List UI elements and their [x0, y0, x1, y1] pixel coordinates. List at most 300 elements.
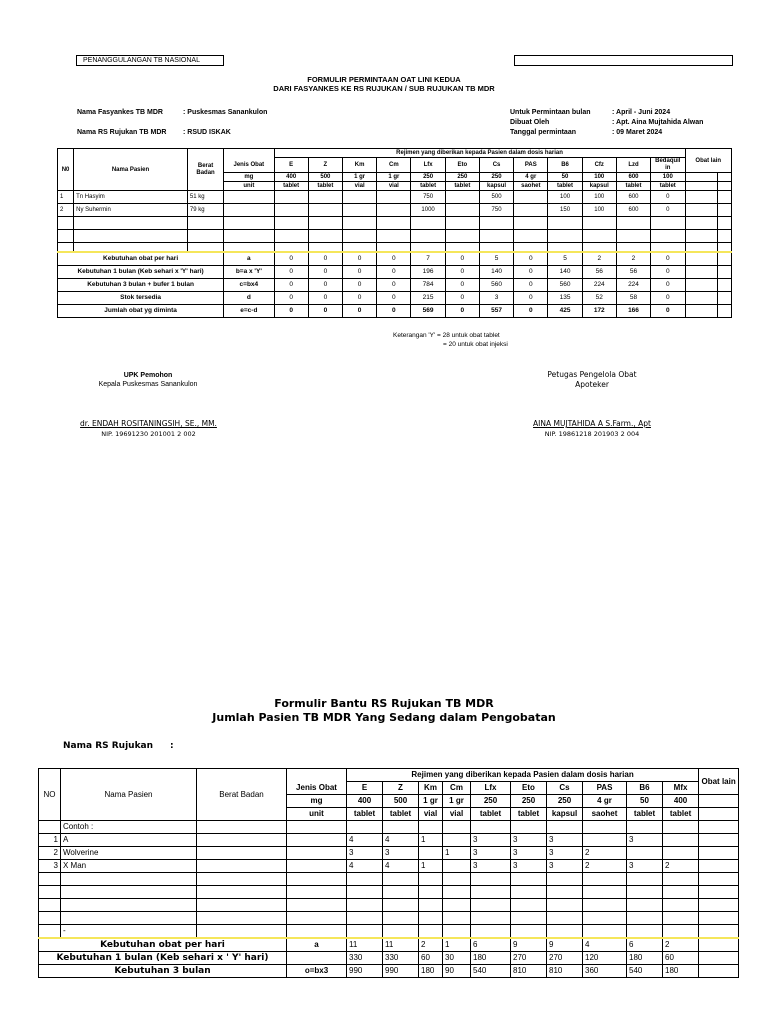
dose-cell: 500: [479, 191, 513, 204]
dose2-cell: 3: [547, 834, 583, 847]
empty-cell: [383, 821, 419, 834]
summary2-value: 4: [583, 938, 627, 952]
summary-value: 0: [445, 266, 479, 279]
empty-cell: [61, 899, 197, 912]
empty-cell: [699, 821, 739, 834]
empty-cell: [287, 821, 347, 834]
empty-cell: [511, 912, 547, 925]
obat-lain-cell: [699, 965, 739, 978]
empty-cell: [411, 243, 445, 253]
empty-cell: [377, 217, 411, 230]
rs-rujukan-colon: :: [170, 741, 174, 751]
form-title-1: FORMULIR PERMINTAAN OAT LINI KEDUA: [307, 75, 461, 84]
dose-cell: [343, 204, 377, 217]
empty-cell: [627, 886, 663, 899]
empty-cell: [547, 899, 583, 912]
dose-cell: 0: [651, 191, 685, 204]
summary2-value: 330: [383, 952, 419, 965]
drug2-unit: kapsul: [547, 808, 583, 821]
summary2-value: 540: [471, 965, 511, 978]
summary-value: 52: [582, 292, 616, 305]
patient2-jenis: [287, 834, 347, 847]
patient-jenis: [224, 191, 274, 204]
summary-value: 0: [308, 252, 342, 266]
summary-value: 0: [343, 279, 377, 292]
empty-cell: [419, 886, 443, 899]
patient2-name: Wolverine: [61, 847, 197, 860]
drug2-header: E: [347, 782, 383, 795]
dose-cell: [377, 191, 411, 204]
empty-cell: [383, 912, 419, 925]
empty-cell: [685, 243, 717, 253]
drug2-dose: 400: [347, 795, 383, 808]
summary2-value: 810: [547, 965, 583, 978]
summary-value: 0: [651, 266, 685, 279]
empty-cell: [699, 925, 739, 939]
summary-value: 224: [582, 279, 616, 292]
drug2-unit: saohet: [583, 808, 627, 821]
summary-value: 5: [479, 252, 513, 266]
empty-cell: [651, 217, 685, 230]
table-row: [39, 912, 739, 925]
empty-cell: [663, 886, 699, 899]
empty-cell: [699, 912, 739, 925]
summary-value: 0: [377, 305, 411, 318]
empty-cell: [582, 243, 616, 253]
empty-cell: [616, 243, 650, 253]
drug-unit: tablet: [445, 182, 479, 191]
dose-cell: 600: [616, 204, 650, 217]
patient-jenis: [224, 204, 274, 217]
info-bulan-label: Untuk Permintaan bulan: [510, 109, 591, 116]
empty-cell: [61, 912, 197, 925]
summary-code: d: [224, 292, 274, 305]
summary-row: [39, 952, 739, 965]
empty-cell: [287, 899, 347, 912]
empty-cell: [347, 886, 383, 899]
col-jenis-header: Jenis Obat: [224, 158, 274, 173]
empty-cell: [582, 230, 616, 243]
patient2-name: A: [61, 834, 197, 847]
empty-cell: [547, 886, 583, 899]
patient-no: 1: [58, 191, 74, 204]
patient-name: Ny Suhermin: [74, 204, 188, 217]
dose-cell: [445, 191, 479, 204]
empty-cell: [274, 217, 308, 230]
col-no-header: N0: [58, 149, 74, 191]
empty-cell: [445, 243, 479, 253]
empty-cell: [616, 230, 650, 243]
obat-lain-cell: [685, 173, 717, 182]
summary2-code: o=bx3: [287, 965, 347, 978]
summary-value: 0: [308, 279, 342, 292]
summary-value: 0: [445, 252, 479, 266]
empty-cell: [445, 230, 479, 243]
dose-cell: 100: [582, 191, 616, 204]
empty-cell: [511, 925, 547, 939]
summary-value: 0: [445, 292, 479, 305]
dose2-cell: [663, 834, 699, 847]
dose2-cell: 3: [383, 847, 419, 860]
drug-header: Eto: [445, 158, 479, 173]
drug-unit: kapsul: [479, 182, 513, 191]
obat-lain-cell: [717, 266, 731, 279]
drug2-header: Z: [383, 782, 419, 795]
table-row: [39, 899, 739, 912]
empty-cell: [308, 217, 342, 230]
summary-value: 224: [616, 279, 650, 292]
info-bulan-value: : April - Juni 2024: [612, 109, 671, 116]
patient2-name: X Man: [61, 860, 197, 873]
sig-right-name: AINA MUJTAHIDA A S.Farm., Apt: [533, 419, 651, 428]
summary-value: 0: [377, 292, 411, 305]
summary-row: [58, 305, 732, 318]
drug2-dose: 400: [663, 795, 699, 808]
drug2-header: PAS: [583, 782, 627, 795]
drug-header: B6: [548, 158, 582, 173]
summary-value: 172: [582, 305, 616, 318]
summary-value: 0: [514, 266, 548, 279]
summary2-value: 180: [627, 952, 663, 965]
empty-cell: [445, 217, 479, 230]
patient2-no: 1: [39, 834, 61, 847]
summary-value: 135: [548, 292, 582, 305]
summary-code: c=bx4: [224, 279, 274, 292]
table-row: [39, 821, 739, 834]
summary2-value: 990: [383, 965, 419, 978]
empty-cell: [343, 243, 377, 253]
obat-lain-cell: [685, 279, 717, 292]
empty-cell: [308, 243, 342, 253]
summary2-value: 990: [347, 965, 383, 978]
summary2-value: 180: [663, 965, 699, 978]
dose2-cell: [627, 847, 663, 860]
drug2-unit: tablet: [383, 808, 419, 821]
dose2-cell: [443, 834, 471, 847]
drug2-dose: 50: [627, 795, 663, 808]
drug2-header: Cm: [443, 782, 471, 795]
dose-cell: 100: [548, 191, 582, 204]
obat-lain-cell: [699, 847, 739, 860]
form-title-2: DARI FASYANKES KE RS RUJUKAN / SUB RUJUKAN TB MDR: [273, 84, 495, 93]
dose2-cell: 3: [511, 847, 547, 860]
obat-lain-cell: [685, 252, 717, 266]
patient-weight: 79 kg: [187, 204, 223, 217]
drug-header: Cm: [377, 158, 411, 173]
drug-unit: tablet: [308, 182, 342, 191]
drug-dose: 250: [445, 173, 479, 182]
summary-value: 0: [377, 279, 411, 292]
drug-dose: 1 gr: [343, 173, 377, 182]
summary-code: b=a x 'Y': [224, 266, 274, 279]
empty-cell: [583, 821, 627, 834]
empty-cell: [699, 873, 739, 886]
obat-lain-cell: [717, 204, 731, 217]
empty-cell: [583, 873, 627, 886]
drug-unit: tablet: [651, 182, 685, 191]
empty-cell: [419, 899, 443, 912]
obat-lain-cell: [717, 292, 731, 305]
summary-value: 0: [514, 292, 548, 305]
obat-lain-cell: [717, 191, 731, 204]
summary2-code: [287, 952, 347, 965]
empty-cell: [274, 230, 308, 243]
patient2-jenis: [287, 860, 347, 873]
form2-title-2: Jumlah Pasien TB MDR Yang Sedang dalam Pengobatan: [212, 711, 556, 724]
dose2-cell: [663, 847, 699, 860]
empty-cell: [471, 821, 511, 834]
summary-value: 0: [343, 292, 377, 305]
summary-label: Stok tersedia: [58, 292, 224, 305]
empty-cell: [419, 925, 443, 939]
summary-value: 0: [343, 266, 377, 279]
drug-dose: 250: [411, 173, 445, 182]
summary-value: 0: [343, 305, 377, 318]
summary-value: 166: [616, 305, 650, 318]
drug-unit: tablet: [616, 182, 650, 191]
empty-cell: [651, 243, 685, 253]
table-row: [39, 886, 739, 899]
empty-cell: [547, 925, 583, 939]
dose2-cell: 3: [547, 860, 583, 873]
drug-header: Cs: [479, 158, 513, 173]
dose-cell: [343, 191, 377, 204]
drug2-header: B6: [627, 782, 663, 795]
patient2-no: 2: [39, 847, 61, 860]
summary-value: 557: [479, 305, 513, 318]
summary-value: 560: [548, 279, 582, 292]
summary2-value: 180: [471, 952, 511, 965]
drug-dose: 500: [308, 173, 342, 182]
empty-cell: [514, 230, 548, 243]
patient2-no: 3: [39, 860, 61, 873]
dose2-cell: 3: [627, 860, 663, 873]
empty-cell: [411, 230, 445, 243]
drug2-unit: tablet: [511, 808, 547, 821]
drug2-unit: vial: [443, 808, 471, 821]
table-row: [58, 230, 732, 243]
drug-unit: kapsul: [582, 182, 616, 191]
drug-dose: 100: [582, 173, 616, 182]
obat-lain-cell: [717, 173, 731, 182]
empty-cell: [685, 230, 717, 243]
summary-value: 784: [411, 279, 445, 292]
summary-value: 0: [308, 292, 342, 305]
col2-berat-header: Berat Badan: [197, 769, 287, 821]
empty-cell: [308, 230, 342, 243]
summary2-label: Kebutuhan 1 bulan (Keb sehari x ' Y' hari): [39, 952, 287, 965]
summary2-value: 120: [583, 952, 627, 965]
summary-value: 0: [377, 266, 411, 279]
obat-lain-cell: [699, 952, 739, 965]
dose-cell: [274, 204, 308, 217]
empty-cell: [58, 217, 74, 230]
drug-dose: 50: [548, 173, 582, 182]
dose-cell: 0: [651, 204, 685, 217]
drug2-dose: 250: [547, 795, 583, 808]
summary-value: 0: [274, 305, 308, 318]
empty-cell: [471, 925, 511, 939]
dose-cell: [514, 204, 548, 217]
drug2-unit: tablet: [627, 808, 663, 821]
summary2-value: 270: [511, 952, 547, 965]
empty-cell: [224, 243, 274, 253]
drug2-dose: 1 gr: [419, 795, 443, 808]
drug2-dose: 4 gr: [583, 795, 627, 808]
dose2-cell: 3: [627, 834, 663, 847]
empty-cell: [582, 217, 616, 230]
empty-cell: [583, 899, 627, 912]
empty-cell: [443, 821, 471, 834]
drug-unit: saohet: [514, 182, 548, 191]
empty-cell: [347, 821, 383, 834]
dose2-cell: [419, 847, 443, 860]
dose-cell: [308, 191, 342, 204]
table-row: [58, 204, 732, 217]
summary-value: 2: [582, 252, 616, 266]
summary-row: [39, 965, 739, 978]
info-fasyankes-value: : Puskesmas Sanankulon: [183, 109, 268, 116]
table-row: [58, 191, 732, 204]
form2-title-1: Formulir Bantu RS Rujukan TB MDR: [274, 697, 494, 710]
dose2-cell: 2: [583, 860, 627, 873]
summary2-value: 11: [347, 938, 383, 952]
summary-label: Kebutuhan 3 bulan + bufer 1 bulan: [58, 279, 224, 292]
summary-value: 0: [308, 266, 342, 279]
empty-cell: [187, 217, 223, 230]
empty-cell: [187, 243, 223, 253]
empty-cell: [514, 243, 548, 253]
empty-cell: [197, 886, 287, 899]
empty-cell: [717, 230, 731, 243]
drug-unit: tablet: [411, 182, 445, 191]
empty-cell: [39, 925, 61, 939]
empty-cell: [548, 217, 582, 230]
summary2-value: 60: [419, 952, 443, 965]
dose-cell: 600: [616, 191, 650, 204]
empty-cell: [58, 230, 74, 243]
summary-label: Kebutuhan obat per hari: [58, 252, 224, 266]
drug-dose: 250: [479, 173, 513, 182]
empty-cell: [287, 886, 347, 899]
summary-value: 0: [514, 252, 548, 266]
info-rs-value: : RSUD ISKAK: [183, 129, 231, 136]
col2-no-header: NO: [39, 769, 61, 821]
empty-cell: [443, 925, 471, 939]
empty-cell: [224, 230, 274, 243]
empty-cell: [383, 873, 419, 886]
summary2-value: 330: [347, 952, 383, 965]
summary-code: e=c-d: [224, 305, 274, 318]
rs-rujukan-label: Nama RS Rujukan: [63, 741, 154, 751]
dose2-cell: 3: [347, 847, 383, 860]
table-row: [39, 873, 739, 886]
drug2-unit: tablet: [471, 808, 511, 821]
empty-cell: [627, 873, 663, 886]
sig-right-title: Petugas Pengelola Obat: [547, 370, 637, 379]
summary-value: 3: [479, 292, 513, 305]
dose2-cell: [443, 860, 471, 873]
empty-cell: [663, 912, 699, 925]
dose2-cell: 4: [383, 860, 419, 873]
dose-cell: 750: [411, 191, 445, 204]
dose2-cell: 4: [347, 834, 383, 847]
row2-unit-label: unit: [287, 808, 347, 821]
empty-cell: [699, 899, 739, 912]
empty-cell: [511, 873, 547, 886]
empty-cell: [471, 886, 511, 899]
empty-cell: [197, 925, 287, 939]
empty-cell: [347, 899, 383, 912]
request-table: [57, 148, 732, 318]
drug2-dose: 1 gr: [443, 795, 471, 808]
rejimen2-header: Rejimen yang diberikan kepada Pasien dalam dosis harian: [347, 769, 699, 782]
note-y-injeksi: = 20 untuk obat injeksi: [443, 341, 508, 348]
col2-nama-header: Nama Pasien: [61, 769, 197, 821]
summary-value: 0: [308, 305, 342, 318]
empty-cell: [39, 899, 61, 912]
empty-cell: [548, 230, 582, 243]
agency-box: [76, 55, 224, 66]
dose2-cell: 1: [419, 834, 443, 847]
summary-value: 58: [616, 292, 650, 305]
obat-lain-cell: [717, 252, 731, 266]
obat-lain-cell: [699, 834, 739, 847]
info-fasyankes-label: Nama Fasyankes TB MDR: [77, 109, 163, 116]
drug-dose: 100: [651, 173, 685, 182]
empty-cell: [287, 873, 347, 886]
dose2-cell: 2: [663, 860, 699, 873]
summary-value: 0: [274, 292, 308, 305]
empty-cell: [443, 873, 471, 886]
summary-value: 0: [445, 305, 479, 318]
dose2-cell: 3: [547, 847, 583, 860]
empty-cell: [347, 873, 383, 886]
info-dibuat-value: : Apt. Aina Mujtahida Alwan: [612, 119, 704, 126]
patient2-jenis: [287, 847, 347, 860]
summary-value: 140: [548, 266, 582, 279]
summary-row: [58, 266, 732, 279]
drug-dose: 1 gr: [377, 173, 411, 182]
summary2-value: 810: [511, 965, 547, 978]
note-y-tablet: Keterangan 'Y' = 28 untuk obat tablet: [393, 332, 500, 339]
patient-name: Tn Hasyim: [74, 191, 188, 204]
empty-cell: [627, 925, 663, 939]
drug-unit: vial: [343, 182, 377, 191]
obat-lain-cell: [685, 182, 717, 191]
drug2-dose: 500: [383, 795, 419, 808]
patient-weight: 51 kg: [187, 191, 223, 204]
empty-cell: [187, 230, 223, 243]
sig-right-subtitle: Apoteker: [575, 380, 609, 389]
sig-left-name: dr. ENDAH ROSITANINGSIH, SE., MM.: [80, 419, 217, 428]
empty-cell: [411, 217, 445, 230]
empty-cell: [377, 243, 411, 253]
empty-cell: [548, 243, 582, 253]
dose-cell: [514, 191, 548, 204]
drug2-unit: vial: [419, 808, 443, 821]
empty-cell: [74, 217, 188, 230]
summary-value: 0: [514, 305, 548, 318]
dose2-cell: 4: [383, 834, 419, 847]
obat-lain-cell: [717, 182, 731, 191]
drug-header: E: [274, 158, 308, 173]
drug-header: Lzd: [616, 158, 650, 173]
empty-cell: [419, 912, 443, 925]
summary-value: 0: [651, 279, 685, 292]
contoh-label: Contoh :: [61, 821, 197, 834]
summary-value: 0: [445, 279, 479, 292]
